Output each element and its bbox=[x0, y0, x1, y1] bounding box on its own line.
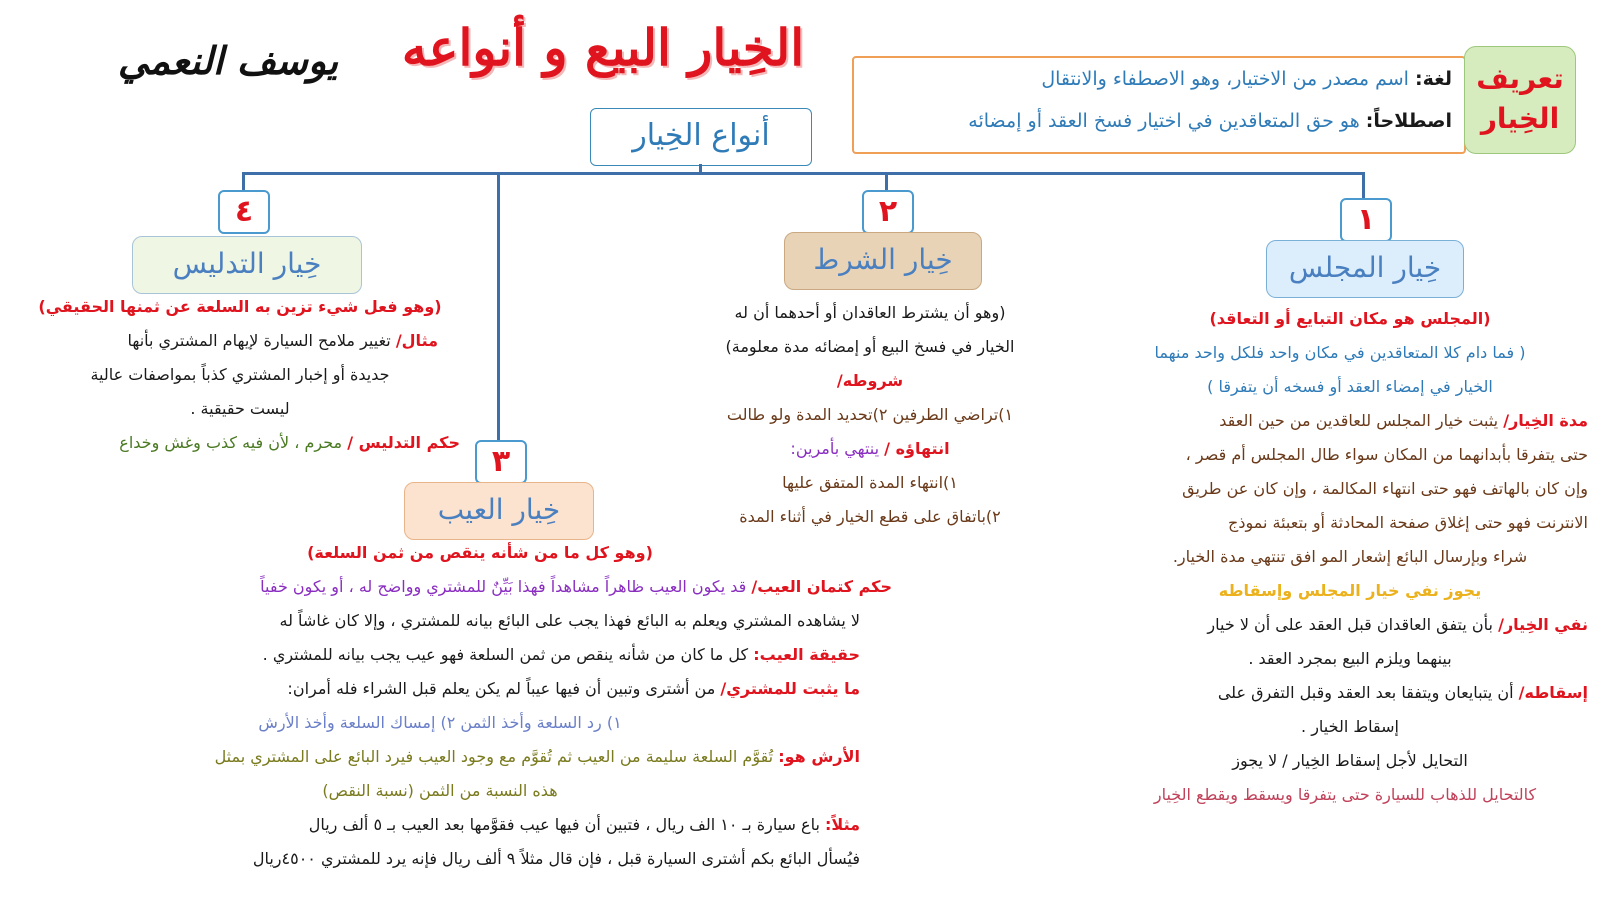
tree-branch-4 bbox=[242, 172, 245, 190]
tree-horizontal-line bbox=[242, 172, 1364, 175]
definition-label-line2: الخِيار bbox=[1480, 102, 1560, 135]
definition-label-line1: تعريف bbox=[1476, 62, 1564, 95]
b1-allowed: يجوز نفي خيار المجلس وإسقاطه bbox=[1218, 581, 1482, 600]
b4-example-2: جديدة أو إخبار المشتري كذباً بمواصفات عالية bbox=[90, 365, 390, 384]
b1-negation-2: بينهما ويلزم البيع بمجرد العقد . bbox=[1248, 649, 1452, 668]
branch-2-number: ٢ bbox=[862, 190, 914, 234]
b3-concealment-2: لا يشاهده المشتري ويعلم به البائع فهذا يجب على البائع بيانه للمشتري ، وإلا كان غاشاً له bbox=[279, 611, 860, 630]
b2-conditions-label: شروطه/ bbox=[836, 371, 904, 390]
b3-buyer: ما يثبت للمشتري/ من أشترى وتبين أن فيها عيباً لم يكن يعلم قبل الشراء فله أمران: bbox=[287, 679, 860, 698]
b2-end-item-2: ٢)باتفاق على قطع الخيار في أثناء المدة bbox=[739, 507, 1001, 526]
b1-duration-4: الانترنت فهو حتى إغلاق صفحة المحادثة أو بتعبئة نموذج bbox=[1228, 513, 1588, 532]
b3-buyer-options: ١) رد السلعة وأخذ الثمن ٢) إمساك السلعة وأخذ الأرش bbox=[258, 713, 622, 732]
b2-conditions-text: ١)تراضي الطرفين ٢)تحديد المدة ولو طالت bbox=[726, 405, 1014, 424]
b4-example-3: ليست حقيقية . bbox=[190, 399, 290, 418]
b1-trick-example: كالتحايل للذهاب للسيارة حتى يتفرقا ويسقط ويقطع الخِيار bbox=[1153, 785, 1537, 804]
b2-end-item-1: ١)انتهاء المدة المتفق عليها bbox=[782, 473, 958, 492]
branch-3-number: ٣ bbox=[475, 440, 527, 484]
b1-negation: نفي الخِيار/ بأن يتفق العاقدان قبل العقد على أن لا خيار bbox=[1207, 615, 1588, 634]
b1-line-2: ( فما دام كلا المتعاقدين في مكان واحد فلكل واحد منهما bbox=[1154, 343, 1526, 362]
branch-1-number: ١ bbox=[1340, 198, 1392, 242]
branch-3-title: خِيار العيب bbox=[404, 482, 594, 540]
b1-duration-3: وإن كان بالهاتف فهو حتى انتهاء المكالمة ، وإن كان عن طريق bbox=[1182, 479, 1588, 498]
b1-waiver: إسقاطه/ أن يتبايعان ويتفقا بعد العقد وقبل التفرق على bbox=[1217, 683, 1588, 702]
branch-2-title: خِيار الشرط bbox=[784, 232, 982, 290]
tree-branch-2 bbox=[885, 172, 888, 190]
definition-term: اصطلاحاً: هو حق المتعاقدين في اختيار فسخ العقد أو إمضائه bbox=[968, 110, 1452, 132]
definition-label bbox=[1464, 46, 1576, 154]
main-title: الخِيار البيع و أنواعه bbox=[401, 18, 805, 77]
b3-line-1: (وهو كل ما من شأنه ينقص من ثمن السلعة) bbox=[307, 543, 653, 562]
b4-line-1: (وهو فعل شيء تزين به السلعة عن ثمنها الحقيقي) bbox=[38, 297, 442, 316]
tree-branch-1 bbox=[1362, 172, 1365, 198]
branch-4-title: خِيار التدليس bbox=[132, 236, 362, 294]
b1-duration: مدة الخِيار/ يثبت خيار المجلس للعاقدين من حين العقد bbox=[1219, 411, 1588, 430]
branch-4-number: ٤ bbox=[218, 190, 270, 234]
b1-line-1: (المجلس هو مكان التبايع أو التعاقد) bbox=[1209, 309, 1491, 328]
b3-example: مثلاً: باع سيارة بـ ١٠ الف ريال ، فتبين أن فيها عيب فقوَّمها بعد العيب بـ ٥ ألف ريال bbox=[308, 815, 860, 834]
b2-line-2: الخيار في فسخ البيع أو إمضائه مدة معلومة) bbox=[725, 337, 1015, 356]
b3-arsh: الأرش هو: تُقوَّم السلعة سليمة من العيب ثم تُقوَّم مع وجود العيب فيرد البائع على المشتري بمثل bbox=[214, 747, 860, 766]
author-signature: يوسف النعمي bbox=[117, 38, 339, 83]
b3-arsh-2: هذه النسبة من الثمن (نسبة النقص) bbox=[322, 781, 558, 800]
definition-lang: لغة: اسم مصدر من الاختيار، وهو الاصطفاء والانتقال bbox=[1041, 68, 1452, 90]
b1-waiver-2: إسقاط الخيار . bbox=[1301, 717, 1399, 736]
b4-ruling: حكم التدليس / محرم ، لأن فيه كذب وغش وخداع bbox=[119, 433, 460, 452]
b3-concealment: حكم كتمان العيب/ قد يكون العيب ظاهراً مشاهداً فهذا بَيِّنٌ للمشتري وواضح له ، أو يكون خفياً bbox=[260, 577, 892, 596]
tree-branch-3 bbox=[497, 172, 500, 440]
b3-example-2: فيُسأل البائع بكم أشترى السيارة قبل ، فإن قال مثلاً ٩ ألف ريال فإنه يرد للمشتري ٤٥٠٠ريال bbox=[252, 849, 860, 868]
b1-duration-2: حتى يتفرقا بأبدانهما من المكان سواء طال المجلس أم قصر ، bbox=[1185, 445, 1588, 464]
b2-end: انتهاؤه / ينتهي بأمرين: bbox=[790, 439, 950, 458]
b1-duration-5: شراء وبإرسال البائع إشعار المو افق تنتهي مدة الخيار. bbox=[1172, 547, 1528, 566]
b1-line-3: الخيار في إمضاء العقد أو فسخه أن يتفرقا ) bbox=[1207, 377, 1493, 396]
b4-example: مثال/ تغيير ملامح السيارة لإيهام المشتري بأنها bbox=[127, 331, 438, 350]
b2-line-1: (وهو أن يشترط العاقدان أو أحدهما أن له bbox=[734, 303, 1006, 322]
branch-1-title: خِيار المجلس bbox=[1266, 240, 1464, 298]
b3-truth: حقيقة العيب: كل ما كان من شأنه ينقص من ثمن السلعة فهو عيب يجب بيانه للمشتري . bbox=[262, 645, 860, 664]
b1-trick-rule: التحايل لأجل إسقاط الخِيار / لا يجوز bbox=[1232, 751, 1468, 770]
types-heading: أنواع الخِيار bbox=[590, 108, 812, 166]
